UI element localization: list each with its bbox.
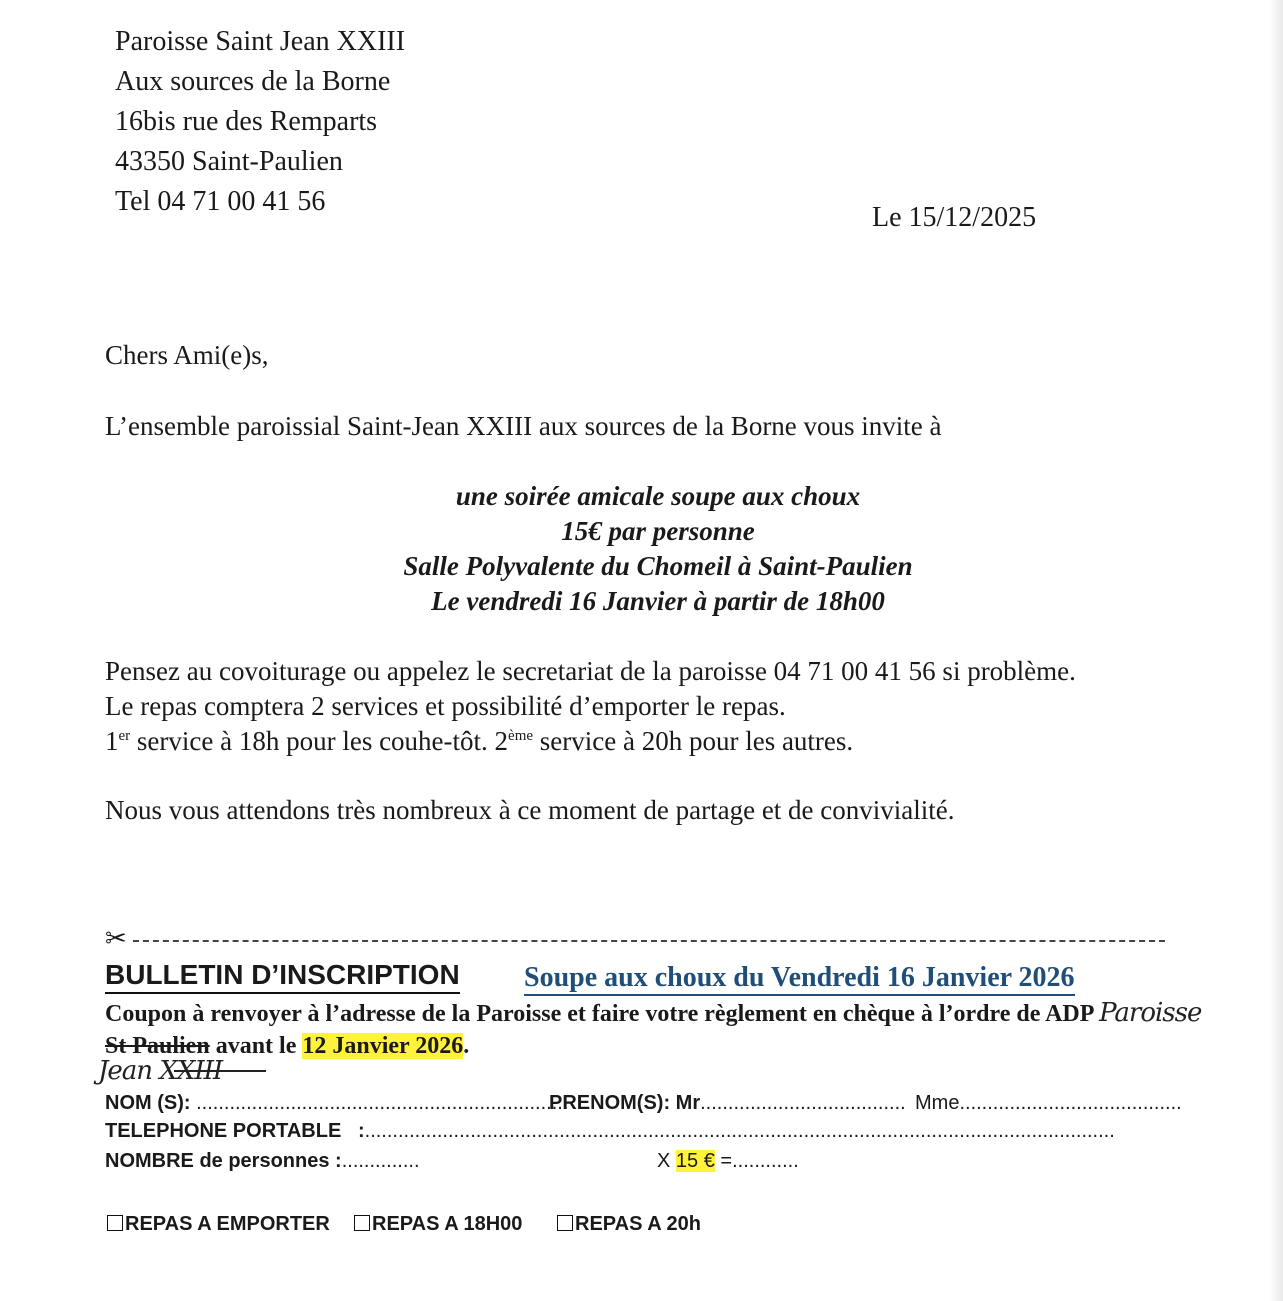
first-service-number: 1 bbox=[105, 726, 119, 756]
option-repas-20h[interactable] bbox=[557, 1213, 701, 1236]
info-line bbox=[105, 726, 853, 757]
option-repas-emporter[interactable] bbox=[107, 1213, 330, 1236]
cut-line bbox=[105, 924, 1165, 954]
option-label: REPAS A EMPORTER bbox=[125, 1213, 330, 1235]
nom-dots: ................................................................... bbox=[190, 1092, 569, 1114]
option-label: REPAS A 20h bbox=[575, 1213, 701, 1235]
total-dots: ............ bbox=[732, 1150, 799, 1172]
prenom-mme-field[interactable] bbox=[915, 1092, 1182, 1115]
sender-line: 43350 Saint-Paulien bbox=[115, 146, 343, 177]
handwritten-jean-xxiii bbox=[98, 1056, 222, 1086]
mme-dots: ........................................ bbox=[959, 1092, 1182, 1114]
bulletin-event-title: Soupe aux choux du Vendredi 16 Janvier 2026 bbox=[524, 962, 1075, 996]
struck-st-paulien: St Paulien bbox=[105, 1033, 210, 1059]
first-service-text: service à 18h pour les couhe-tôt. bbox=[130, 726, 495, 756]
info-line: Le repas comptera 2 services et possibilité d’emporter le repas. bbox=[105, 691, 786, 721]
intro-paragraph: L’ensemble paroissial Saint-Jean XXIII aux sources de la Borne vous invite à bbox=[105, 411, 942, 441]
letter-date: Le 15/12/2025 bbox=[872, 202, 1037, 233]
checkbox-icon[interactable] bbox=[107, 1215, 123, 1231]
coupon-text: Coupon à renvoyer à l’adresse de la Paroisse et faire votre règlement en chèque à l’ordre de ADP bbox=[105, 1001, 1094, 1027]
telephone-dots: ....................................................................................................................................... bbox=[364, 1120, 1115, 1142]
second-service-number: 2 bbox=[494, 726, 509, 756]
mme-label: Mme bbox=[915, 1092, 960, 1114]
deadline-period: . bbox=[463, 1033, 470, 1059]
sender-line: 16bis rue des Remparts bbox=[115, 106, 378, 137]
nombre-dots: .............. bbox=[341, 1150, 420, 1172]
invitation-line: 15€ par personne bbox=[561, 516, 755, 546]
bulletin-title: BULLETIN D’INSCRIPTION bbox=[105, 958, 460, 994]
coupon-instructions bbox=[105, 998, 1201, 1028]
nom-label: NOM (S): bbox=[105, 1092, 191, 1114]
invitation-line: Le vendredi 16 Janvier à partir de 18h00 bbox=[431, 586, 885, 616]
handwritten-jean-text: Jean XXIII bbox=[98, 1056, 223, 1086]
dashed-divider bbox=[133, 940, 1165, 942]
total-field[interactable] bbox=[657, 1150, 799, 1173]
multiply-label: X bbox=[657, 1150, 671, 1172]
sender-line: Paroisse Saint Jean XXIII bbox=[115, 26, 406, 57]
sender-line: Aux sources de la Borne bbox=[115, 66, 391, 97]
option-label: REPAS A 18H00 bbox=[372, 1213, 523, 1235]
telephone-field[interactable] bbox=[105, 1120, 1115, 1143]
checkbox-icon[interactable] bbox=[557, 1215, 573, 1231]
sender-line: Tel 04 71 00 41 56 bbox=[115, 186, 326, 217]
price-highlight: 15 € bbox=[675, 1150, 715, 1172]
second-service-sup: ème bbox=[508, 728, 534, 744]
nombre-label: NOMBRE de personnes : bbox=[105, 1150, 342, 1172]
greeting: Chers Ami(e)s, bbox=[105, 340, 269, 370]
nom-field[interactable] bbox=[105, 1092, 568, 1115]
before-deadline-text: avant le bbox=[209, 1033, 303, 1059]
info-line: Pensez au covoiturage ou appelez le secretariat de la paroisse 04 71 00 41 56 si problème. bbox=[105, 656, 1076, 686]
invitation-line: une soirée amicale soupe aux choux bbox=[455, 481, 861, 511]
nombre-personnes-field[interactable] bbox=[105, 1150, 420, 1173]
second-service-text: service à 20h pour les autres. bbox=[533, 726, 854, 756]
checkbox-icon[interactable] bbox=[354, 1215, 370, 1231]
prenom-dots: ..................................... bbox=[700, 1092, 906, 1114]
option-repas-18h[interactable] bbox=[354, 1213, 522, 1236]
handwritten-strike bbox=[174, 1070, 266, 1072]
equals-label: = bbox=[720, 1150, 733, 1172]
handwritten-paroisse: Paroisse bbox=[1099, 998, 1202, 1028]
telephone-label: TELEPHONE PORTABLE : bbox=[105, 1120, 365, 1142]
invitation-line: Salle Polyvalente du Chomeil à Saint-Paulien bbox=[403, 551, 913, 581]
page-edge-shadow bbox=[1269, 0, 1283, 1301]
closing-paragraph: Nous vous attendons très nombreux à ce moment de partage et de convivialité. bbox=[105, 795, 955, 825]
deadline-highlight: 12 Janvier 2026 bbox=[302, 1033, 464, 1059]
first-service-sup: er bbox=[118, 728, 131, 744]
scissors-icon: ✂ bbox=[105, 924, 127, 954]
prenom-label: PRENOM(S): Mr bbox=[549, 1092, 701, 1114]
prenom-mr-field[interactable] bbox=[549, 1092, 906, 1115]
